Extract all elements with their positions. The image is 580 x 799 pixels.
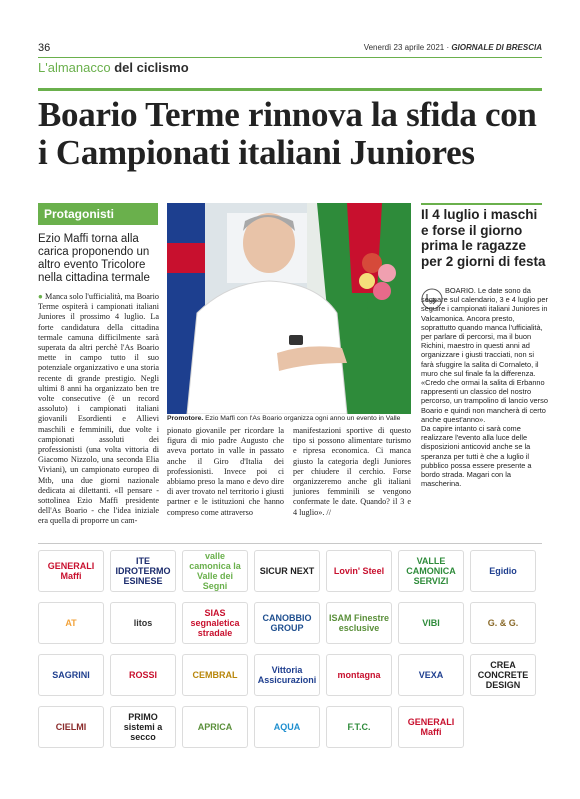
issue-date: [364, 43, 542, 52]
section-title-bold: del ciclismo: [114, 60, 189, 75]
photo-caption: [167, 415, 411, 422]
caption-text: Ezio Maffi con l'As Boario organizza ogni anno un evento in Valle: [203, 415, 401, 422]
sidebar-rule: [421, 203, 542, 205]
section-title-light: L'almanacco: [38, 60, 111, 75]
section-rule: [38, 88, 542, 91]
sponsor-logo: SIAS segnaletica stradale: [182, 602, 248, 644]
headline: Boario Terme rinnova la sfida con i Campionati italiani Juniores: [38, 95, 537, 172]
header-rule: [38, 57, 542, 58]
article-photo: [167, 203, 411, 414]
sponsor-logo: CIELMI: [38, 706, 104, 748]
sponsor-logo: montagna: [326, 654, 392, 696]
sponsor-grid: [38, 550, 542, 748]
sponsor-logo: CANOBBIO GROUP: [254, 602, 320, 644]
sponsor-logo: PRIMO sistemi a secco: [110, 706, 176, 748]
sponsor-logo: ISAM Finestre esclusive: [326, 602, 392, 644]
kicker: Ezio Maffi torna alla carica proponendo un altro evento Tricolore nella cittadina termale: [38, 233, 150, 284]
page-header: [38, 42, 542, 56]
sponsor-logo: VEXA: [398, 654, 464, 696]
sponsors-rule: [38, 543, 542, 544]
sidebar-paragraph-1-text: BOARIO. Le date sono da segnare sul calendario, 3 e 4 luglio per seguire i campionati italiani Juniores in Valcamonica. Ancora presto, soprattutto quando manca l'ufficialità, per parlare di percorsi, ma il buon Richini, maestro in questi anni ad organizzare i giusti tracciati, non si farà sfuggire la salita di Cornaleto, il muro che sul finale fa la differenza. «Credo che ormai la salita di Erbanno rappresenti un classico del nostro percorso, un trampolino di lancio verso Boario e quindi non mancherà di certo anche quest'anno».: [421, 286, 548, 424]
sponsor-logo: F.T.C.: [326, 706, 392, 748]
date-separator: ·: [444, 43, 452, 52]
sidebar-paragraph-2: Da capire intanto ci sarà come realizzare l'evento alla luce delle disposizioni anticovid anche se la speranza per tutti è che a luglio il pubblico possa essere presente a bordo strada. Magari con la mascherina.: [421, 424, 532, 489]
sponsor-logo: Vittoria Assicurazioni: [254, 654, 320, 696]
sponsor-logo: ROSSI: [110, 654, 176, 696]
caption-label: Promotore.: [167, 415, 204, 422]
sponsor-logo: valle camonica la Valle dei Segni: [182, 550, 248, 592]
sponsor-logo: litos: [110, 602, 176, 644]
sponsor-logo: CEMBRAL: [182, 654, 248, 696]
sidebar-paragraph-1: [421, 286, 548, 424]
article-column-2: pionato giovanile per ricordare la figura di mio padre Augusto che aveva portato in valle in passato anche il Giro d'Italia dei professionisti. Invece poi ci abbiamo preso la mano e devo dire di aver trovato nel territorio i giusti partner e le istituzioni che hanno compreso come attraverso: [167, 426, 284, 517]
page-number: 36: [38, 42, 51, 54]
sponsor-logo: AT: [38, 602, 104, 644]
sponsor-logo: SAGRINI: [38, 654, 104, 696]
article-column-1: [38, 292, 159, 527]
newspaper-name: GIORNALE DI BRESCIA: [451, 43, 542, 52]
sponsor-logo: AQUA: [254, 706, 320, 748]
sponsor-logo: Egidio: [470, 550, 536, 592]
bullet-icon: ●: [38, 292, 46, 301]
sidebar-body: [421, 286, 548, 488]
article-tag: Protagonisti: [38, 203, 158, 225]
sponsor-logo: GENERALI Maffi: [38, 550, 104, 592]
photo-illustration: [167, 203, 411, 414]
sponsor-logo: G. & G.: [470, 602, 536, 644]
sponsor-logo: Lovin' Steel: [326, 550, 392, 592]
sponsor-logo: GENERALI Maffi: [398, 706, 464, 748]
sponsor-logo: ITE IDROTERMO ESINESE: [110, 550, 176, 592]
sponsor-logo: SICUR NEXT: [254, 550, 320, 592]
section-title: [38, 60, 189, 75]
article-column-3: manifestazioni sportive di questo tipo si possono alimentare turismo e ripresa economica. Ci manca giusto la categoria degli Juniores per chiudere il cerchio. Forse organizzeremo anche gli italiani juniores femminili se vengono confermate le date. Quando? il 3 e 4 luglio». //: [293, 426, 411, 517]
sidebar-title: Il 4 luglio i maschi e forse il giorno prima le ragazze per 2 giorni di festa: [421, 207, 546, 269]
sponsor-logo: VALLE CAMONICA SERVIZI: [398, 550, 464, 592]
date-text: Venerdì 23 aprile 2021: [363, 43, 445, 52]
column-1-text: Manca solo l'ufficialità, ma Boario Terme ospiterà i campionati italiani Juniores il prossimo 4 luglio. La forte candidatura della cittadina termale camuna difficilmente sarà superata da altri perchè l'As Boario mette in campo tutto il suo potenziale organizzativo e una storia recente di grande prestigio. Negli ultimi 8 anni ha organizzato ben tre volte consecutive (è un record assoluto) i campionati italiani giovanili Esordienti e Allievi maschili e femminili, due volte i campionati assoluti dei professionisti (una volta vittoria di Giacomo Nizzolo, una seconda Elia Viviani), un campionato europeo di Mtb, una due giorni nazionale dedicata ai dilettanti. «Il pensare - sottolinea Ezio Maffi presidente dell'As Boario - che l'idea iniziale era quella di proporre un cam-: [38, 292, 159, 526]
sponsor-logo: CREA CONCRETE DESIGN: [470, 654, 536, 696]
sponsor-logo: APRICA: [182, 706, 248, 748]
sponsor-logo: VIBI: [398, 602, 464, 644]
